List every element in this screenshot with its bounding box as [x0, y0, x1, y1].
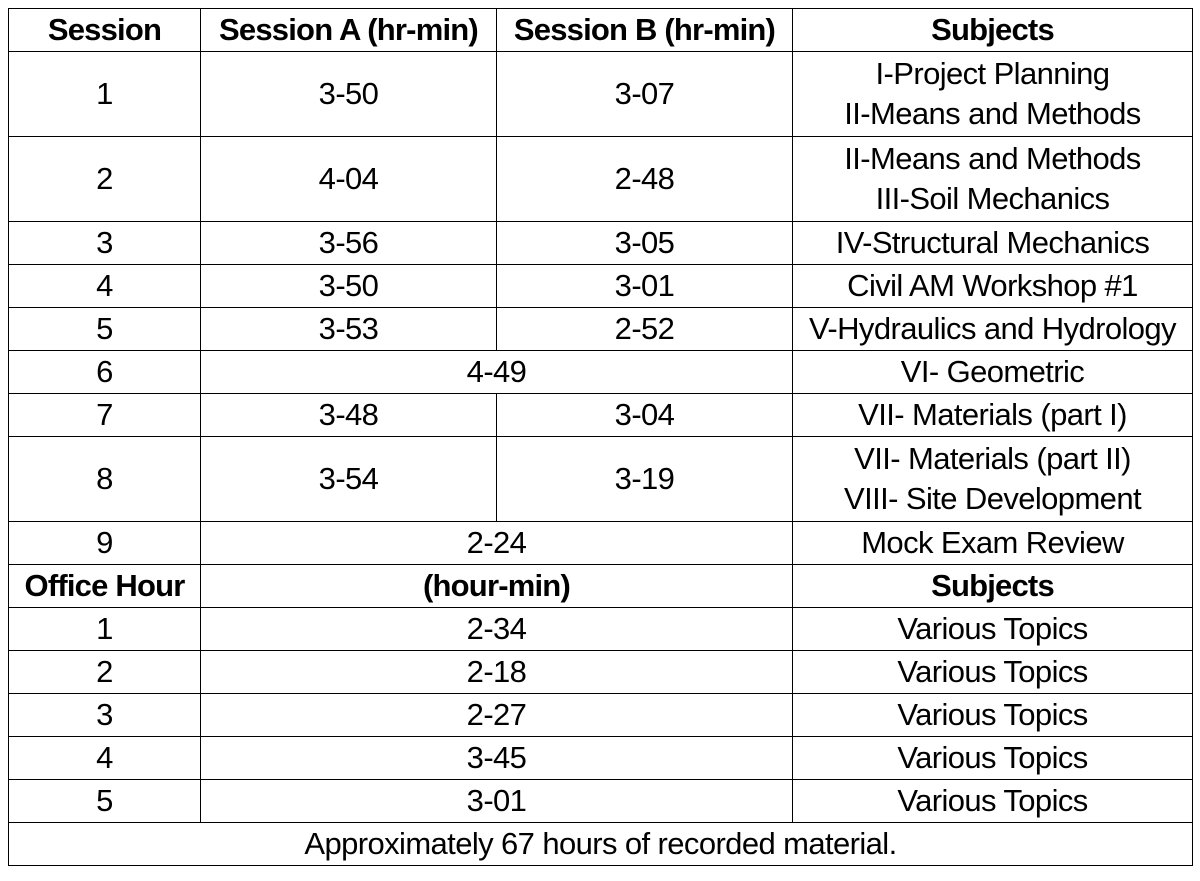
- office-hour-row: [9, 780, 1193, 823]
- office-hour-duration: 2-18: [201, 651, 793, 694]
- session-a-duration: 3-53: [201, 308, 497, 351]
- session-a-duration: 3-50: [201, 265, 497, 308]
- session-row: [9, 52, 1193, 137]
- session-b-duration: 3-05: [497, 222, 793, 265]
- session-a-duration: 4-04: [201, 137, 497, 222]
- session-subjects: Mock Exam Review: [793, 522, 1193, 565]
- session-b-duration: 3-04: [497, 394, 793, 437]
- office-hour-duration: 3-45: [201, 737, 793, 780]
- session-combined-duration: 4-49: [201, 351, 793, 394]
- session-row: [9, 522, 1193, 565]
- office-hour-duration: 2-27: [201, 694, 793, 737]
- session-number: 6: [9, 351, 201, 394]
- session-number: 8: [9, 437, 201, 522]
- session-a-duration: 3-54: [201, 437, 497, 522]
- header-subjects: Subjects: [793, 9, 1193, 52]
- footer-row: [9, 823, 1193, 866]
- subject-line: VIII- Site Development: [844, 481, 1141, 516]
- session-subjects: Civil AM Workshop #1: [793, 265, 1193, 308]
- session-subjects: [793, 437, 1193, 522]
- office-hour-duration: 3-01: [201, 780, 793, 823]
- header-session-b: Session B (hr-min): [497, 9, 793, 52]
- session-row: [9, 437, 1193, 522]
- office-hour-number: 1: [9, 608, 201, 651]
- session-b-duration: 3-19: [497, 437, 793, 522]
- office-hour-subject: Various Topics: [793, 780, 1193, 823]
- session-a-duration: 3-56: [201, 222, 497, 265]
- session-row: [9, 351, 1193, 394]
- session-subjects: [793, 137, 1193, 222]
- header-session: Session: [9, 9, 201, 52]
- session-subjects: [793, 52, 1193, 137]
- session-row: [9, 394, 1193, 437]
- office-hour-number: 2: [9, 651, 201, 694]
- session-row: [9, 265, 1193, 308]
- office-hour-subject: Various Topics: [793, 737, 1193, 780]
- schedule-table: [8, 8, 1193, 866]
- session-row: [9, 137, 1193, 222]
- session-row: [9, 308, 1193, 351]
- session-b-duration: 3-01: [497, 265, 793, 308]
- subject-line: II-Means and Methods: [844, 96, 1141, 131]
- session-b-duration: 2-52: [497, 308, 793, 351]
- office-header-row: [9, 565, 1193, 608]
- session-b-duration: 3-07: [497, 52, 793, 137]
- office-hour-number: 3: [9, 694, 201, 737]
- session-number: 1: [9, 52, 201, 137]
- subject-line: III-Soil Mechanics: [875, 181, 1110, 216]
- session-subjects: V-Hydraulics and Hydrology: [793, 308, 1193, 351]
- session-a-duration: 3-50: [201, 52, 497, 137]
- subject-line: II-Means and Methods: [844, 141, 1141, 176]
- office-hour-row: [9, 608, 1193, 651]
- subject-line: I-Project Planning: [875, 56, 1110, 91]
- office-hour-duration: 2-34: [201, 608, 793, 651]
- header-office-hour: Office Hour: [9, 565, 201, 608]
- office-hour-subject: Various Topics: [793, 694, 1193, 737]
- office-hour-row: [9, 737, 1193, 780]
- office-hour-row: [9, 694, 1193, 737]
- office-hour-number: 5: [9, 780, 201, 823]
- session-a-duration: 3-48: [201, 394, 497, 437]
- header-office-subjects: Subjects: [793, 565, 1193, 608]
- session-combined-duration: 2-24: [201, 522, 793, 565]
- session-number: 5: [9, 308, 201, 351]
- office-hour-row: [9, 651, 1193, 694]
- office-hour-number: 4: [9, 737, 201, 780]
- subject-line: VII- Materials (part II): [854, 441, 1131, 476]
- session-subjects: VII- Materials (part I): [793, 394, 1193, 437]
- header-office-duration: (hour-min): [201, 565, 793, 608]
- session-row: [9, 222, 1193, 265]
- session-header-row: [9, 9, 1193, 52]
- session-number: 2: [9, 137, 201, 222]
- session-number: 7: [9, 394, 201, 437]
- session-subjects: VI- Geometric: [793, 351, 1193, 394]
- header-session-a: Session A (hr-min): [201, 9, 497, 52]
- session-subjects: IV-Structural Mechanics: [793, 222, 1193, 265]
- session-b-duration: 2-48: [497, 137, 793, 222]
- office-hour-subject: Various Topics: [793, 651, 1193, 694]
- footer-note: Approximately 67 hours of recorded material.: [9, 823, 1193, 866]
- session-number: 9: [9, 522, 201, 565]
- session-number: 4: [9, 265, 201, 308]
- session-number: 3: [9, 222, 201, 265]
- office-hour-subject: Various Topics: [793, 608, 1193, 651]
